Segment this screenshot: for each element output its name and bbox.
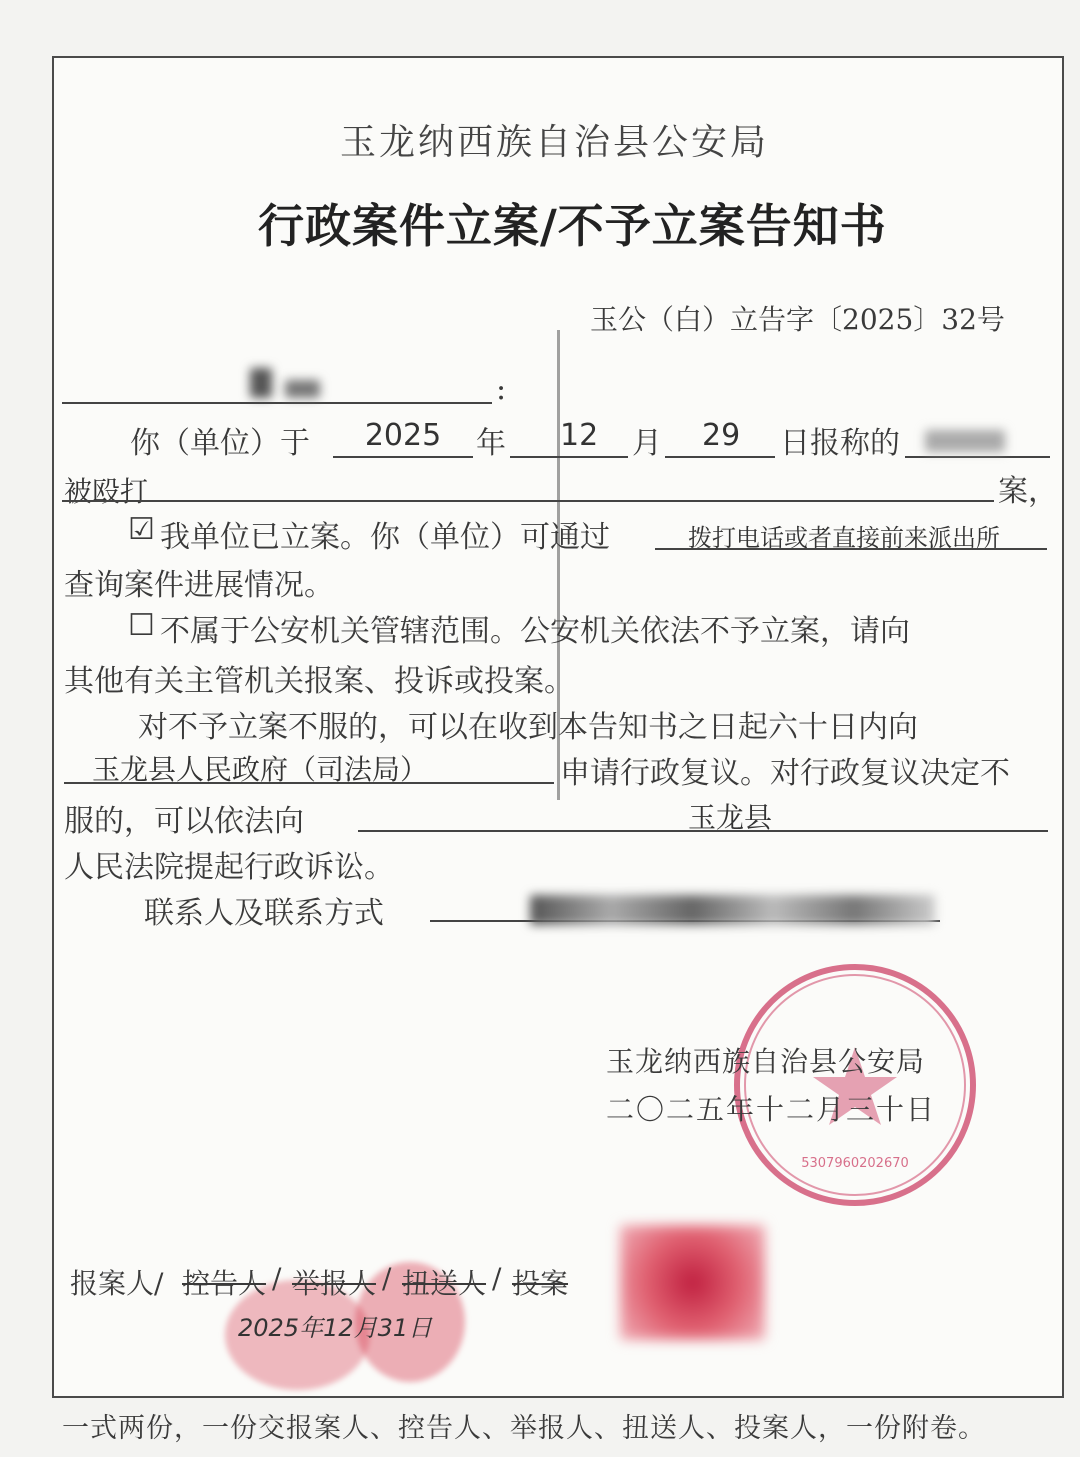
- signature-org: 玉龙纳西族自治县公安局: [606, 1045, 926, 1078]
- role-reporter: 报案人/: [70, 1267, 164, 1300]
- seal-number: 5307960202670: [801, 1156, 909, 1171]
- review-underline: [64, 782, 554, 784]
- appeal-text-2: 申请行政复议。对行政复议决定不: [560, 756, 1010, 791]
- day-underline: [665, 456, 775, 458]
- month-unit: 月: [632, 426, 662, 461]
- signature-date: 二〇二五年十二月三十日: [606, 1093, 937, 1126]
- case-suffix: 案，: [998, 474, 1058, 509]
- redacted-name-2: [285, 380, 320, 398]
- role-sep-1: /: [272, 1262, 282, 1295]
- role-sep-2: /: [382, 1262, 392, 1295]
- case-underline: [62, 500, 994, 502]
- document-title: 行政案件立案/不予立案告知书: [258, 199, 887, 253]
- review-body: 玉龙县人民政府（司法局）: [92, 753, 429, 786]
- role-informant: 举报人: [292, 1267, 377, 1300]
- role-complainant: 控告人: [182, 1267, 267, 1300]
- report-year: 2025: [364, 418, 442, 453]
- issuer-header: 玉龙纳西族自治县公安局: [340, 122, 770, 163]
- redacted-reporter: [925, 430, 1005, 452]
- case-description: 被殴打: [64, 475, 149, 508]
- report-month: 12: [560, 418, 599, 453]
- role-transferor: 扭送人: [402, 1267, 487, 1300]
- official-seal: [725, 955, 985, 1215]
- year-underline: [333, 456, 473, 458]
- filed-checkbox: ☑: [128, 512, 155, 547]
- contact-label: 联系人及联系方式: [144, 896, 384, 931]
- query-method: 拨打电话或者直接前来派出所: [688, 524, 1000, 552]
- receipt-date: 2025年12月31日: [238, 1314, 433, 1342]
- redacted-name: [250, 368, 272, 398]
- document-number: 玉公（白）立告字〔2025〕32号: [590, 303, 1005, 336]
- report-day: 29: [702, 418, 741, 453]
- filed-text-2: 查询案件进展情况。: [64, 568, 334, 603]
- court-name: 玉龙县: [688, 801, 773, 834]
- court-underline: [358, 830, 1048, 832]
- addressee-colon: :: [496, 372, 507, 407]
- appeal-text-3: 服的，可以依法向: [64, 804, 304, 839]
- appeal-text-1: 对不予立案不服的，可以在收到本告知书之日起六十日内向: [138, 710, 918, 745]
- not-filed-text: 不属于公安机关管辖范围。公安机关依法不予立案，请向: [160, 614, 910, 649]
- reporter-underline: [905, 456, 1050, 458]
- redacted-signature: [620, 1225, 765, 1340]
- report-prefix: 你（单位）于: [130, 426, 310, 461]
- filed-text: 我单位已立案。你（单位）可通过: [160, 520, 610, 555]
- appeal-text-4: 人民法院提起行政诉讼。: [64, 850, 394, 885]
- role-surrender: 投案: [512, 1267, 569, 1300]
- not-filed-checkbox: ☐: [128, 608, 155, 643]
- method-underline: [655, 548, 1047, 550]
- role-sep-3: /: [492, 1262, 502, 1295]
- year-unit: 年: [476, 426, 506, 461]
- footer-note: 一式两份，一份交报案人、控告人、举报人、扭送人、投案人，一份附卷。: [62, 1413, 986, 1444]
- day-unit: 日报称的: [780, 426, 900, 461]
- addressee-underline: [62, 402, 492, 404]
- month-underline: [510, 456, 628, 458]
- redacted-contact: [530, 895, 935, 925]
- not-filed-text-2: 其他有关主管机关报案、投诉或投案。: [64, 664, 574, 699]
